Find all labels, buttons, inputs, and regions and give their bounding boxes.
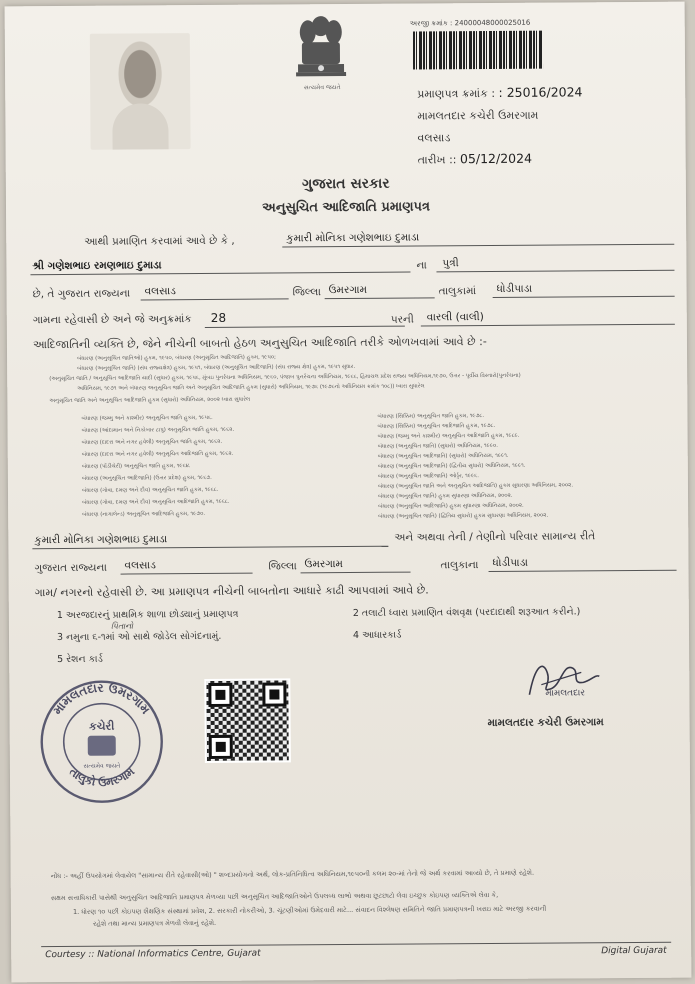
taluka-name: ઉમરગામ [328, 283, 368, 297]
order-line: અનુસૂચિત જાતિ અને અનુસૂચિત આદિજાતિ હુકમ (સુધારો) અધિનિયમ, ૨૦૦૨ ધ્વારા સુધારેલ [49, 396, 251, 405]
cert-intro: આથી પ્રમાણિત કરવામાં આવે છે કે , [84, 234, 235, 248]
certificate-number: પ્રમાણપત્ર ક્રમાંક : : 25016/2024 [417, 84, 583, 101]
order-left: બંધારણ (આંદામાન અને નિકોબાર ટાપુ) અનુસૂચિત જાતિ હુકમ, ૧૯૬૨. [81, 426, 235, 434]
svg-text:મામલતદાર ઉમરગામ [50, 680, 153, 718]
doc-item: 4 આધારકાર્ડ [352, 629, 402, 641]
father-name: શ્રી ગણેશભાઇ રમણભાઇ દુમાડા [32, 259, 162, 273]
taluka-label: તાલુકામાં [438, 285, 477, 298]
note-line: 1. ધોરણ ૧૦ પછી કોઇપણ શૈક્ષણિક સંસ્થામાં પ્રવેશ, 2. સરકારી નોકરીઓ, 3. ચૂંટણીઓમાં ઉમેદવારી માટે... સંવાદન વિશ્લેષણ સમિતિને જાતિ પ્રમાણપત્રની ખરાઇ માટે અરજી કરવાની [72, 904, 547, 916]
order-left: બંધારણ (જમ્મુ અને કાશ્મીર) અનુસૂચિત જાતિ હુકમ, ૧૯૫૬. [81, 414, 213, 422]
note-line: સક્ષમ સત્તાધિકારી પાસેથી અનુસુચિત આદિજાતિ પ્રમાણપત્ર મેળવ્યા પછી અનુસૂચિત આદિજાતિઓને ઉપલબ્ધ લાભો અથવા છૂટછાટો લેવા ઇચ્છુક કોઇપણ વ્યક્તિએ લેવા કે, [50, 890, 499, 903]
order-left: બંધારણ (પોંડીચેરી) અનુસૂચિત જાતિ હુકમ, ૧૯૬૪. [81, 463, 191, 470]
order-line: બંધારણ (અનુસૂચિત જાતિ) (સંઘ રાજ્યક્ષેત્ર) હુકમ, ૧૯૫૧, બંધારણ (અનુસૂચિત આદિજાતિ) (સંઘ રાજ્ય ક્ષેત્ર) હુકમ, ૧૯૫૧ સુધાર. [77, 363, 356, 372]
doc-item: 1 અરજદારનું પ્રાથમિક શાળા છોડ્યાનું પ્રમાણપત્ર [56, 608, 239, 622]
order-left: બંધારણ (દાદરા અને નગર હવેલી) અનુસૂચિત આદિજાતિ હુકમ, ૧૯૬૨. [81, 450, 234, 458]
tribe-intro: આદિજાતિની વ્યક્તિ છે, જેને નીચેની બાબતો હેઠળ અનુસુચિત આદિજાતિ તરીકે ઓળખવામાં આવે છે :- [32, 335, 487, 352]
doc-item: 5 રેશન કાર્ડ [57, 653, 103, 666]
order-right: બંધારણ (અનુસૂચિત આદિજાતિ) (સુધારો) અધિનિયમ, ૧૯૯૧. [377, 452, 509, 460]
issue-date: તારીખ :: 05/12/2024 [417, 150, 533, 167]
certificate-sheet [5, 2, 692, 983]
order-left: બંધારણ (નાગાલેન્ડ) અનુસૂચિત આદિજાતિ હુકમ, ૧૯૭૦. [82, 510, 206, 518]
signatory-designation: મામલતદાર કચેરી ઉમરગામ [487, 716, 604, 730]
order-line: અધિનિયમ, ૧૯૭૧ અને બંધારણ અનુસૂચિત જાતિ અને અનુસૂચિત આદિજાતિ હુકમ (સુધારો) અધિનિયમ, ૧૯૭૬ (૧૯૭૬નો અધિનિયમ ક્રમાંક ૧૦૮)) ધ્વારા સુધારેલ [77, 383, 425, 392]
order-left: બંધારણ (અનુસૂચિત આદિજાતિ) (ઉત્તર પ્રદેશ) હુકમ, ૧૯૬૭. [81, 474, 212, 482]
seal-motto: સત્યમેવ જયતે [83, 762, 121, 770]
order-right: બંધારણ (અનુસૂચિત આદિજાતિ) હુકમ સુધારણા અધિનિયમ, ૨૦૦૨. [378, 502, 524, 510]
family-text: અને અથવા તેની / તેણીનો પરિવાર સામાન્ય રીતે [394, 530, 596, 544]
state2-district: વલસાડ [124, 559, 156, 572]
footer-courtesy: Courtesy :: National Informatics Centre, Gujarat [45, 948, 261, 961]
order-left: બંધારણ (ગોવા, દમણ અને દીવ) અનુસૂચિત આદિજાતિ હુકમ, ૧૯૬૮. [82, 498, 230, 506]
order-right: બંધારણ (સિક્કિમ) અનુસૂચિત જાતિ હુકમ, ૧૯૭૮. [377, 413, 485, 420]
order-right: બંધારણ (અનુસૂચિત જાતિ) હુકમ સુધારણા અધિનિયમ, ૨૦૦૨. [378, 492, 513, 500]
village2: ધોડીપાડા [492, 556, 528, 569]
resident-text: ગામ/ નગરનો રહેવાસી છે. આ પ્રમાણપત્ર નીચેની બાબતોના આધારે કાઢી આપવામાં આવે છે. [34, 583, 429, 600]
state-district: વલસાડ [144, 285, 176, 298]
seal-bottom-text: તાલુકો ઉમરગામ [66, 764, 138, 790]
seal-center-text: કચેરી [88, 719, 115, 733]
doc-item: 3 નમુના ૬-૧માં ઓ સાથે જોડેલ સોગંદનામું. [56, 630, 222, 644]
government-title: ગુજરાત સરકાર [302, 175, 390, 193]
order-right: બંધારણ (જમ્મુ અને કાશ્મીર) અનુસૂચિત આદિજાતિ હુકમ, ૧૯૮૯. [377, 432, 520, 440]
order-right: બંધારણ (અનુસૂચિત જાતિ) (દ્વિતિય સુધારો) હુકમ સુધારણા અધિનિયમ, ૨૦૦૨. [378, 512, 549, 520]
footer-brand: Digital Gujarat [601, 945, 667, 957]
taluka2-name: ઉમરગામ [304, 558, 343, 571]
note-line: નોંધ :- અહીં ઉપયોગમાં લેવાયેલ "સામાન્ય રીતે રહેવાસી(ઓ) " શબ્દપ્રયોગનો અર્થ, લોક-પ્રતિનિધિત્વ અધિનિયમ,૧૯૫૦ની કલમ ૨૦-માં તેનો જે અર્થ કરવામાં આવ્યો છે, તે પ્રમાણે રહેશે. [50, 868, 535, 881]
signature-text: મામલતદાર [545, 688, 586, 699]
order-right: બંધારણ (અનુસૂચિત આદિજાતિ) ઓર્ડ્ડર, ૧૯૯૬. [377, 473, 479, 480]
order-line: બંધારણ (અનુસૂચિત જાતિઓ) હુકમ, ૧૯૫૦, બંધારણ (અનુસૂચિત આદિજાતિ) હુકમ, ૧૯૫૦; [77, 354, 276, 362]
relation-prefix: ના [416, 259, 427, 272]
after-serial: પરની [390, 313, 414, 326]
relation: પુત્રી [442, 257, 459, 270]
national-emblem-icon [290, 12, 353, 86]
order-right: બંધારણ (અનુસૂચિત જાતિ) (સુધારો) અધિનિયમ, ૧૯૯૦. [377, 442, 499, 450]
issuing-office: મામલતદાર કચેરી ઉમરગામ [417, 108, 539, 123]
serial-number: 28 [210, 310, 227, 325]
doc-item: 2 તલાટી ધ્વારા પ્રમાણિત વંશવૃક્ષ (પરદાદાથી શરૂઆત કરીને.) [352, 606, 581, 619]
seal-top-text: મામલતદાર ઉમરગામ [50, 680, 153, 718]
applicant-name: કુમારી મોનિકા ગણેશભાઇ દુમાડા [286, 231, 420, 245]
order-right: બંધારણ (અનુસૂચિત જાતિ અને અનુસૂચિત આદિજાતિ) હુકમ સુધારણા અધિનિયમ, ૨૦૦૨. [377, 482, 574, 490]
taluka2-label: તાલુકાના [440, 559, 479, 572]
order-right: બંધારણ (સિક્કિમ) અનુસૂચિત આદિજાતિ હુકમ, ૧૯૭૮. [377, 422, 496, 430]
serial-label: ગામના રહેવાસી છે અને જે અનુક્રમાંક [32, 313, 192, 327]
application-number: અરજી ક્રમાંક : 24000048000025016 [409, 18, 531, 28]
applicant-name-repeat: કુમારી મોનિકા ગણેશભાઇ દુમાડા [34, 533, 168, 547]
barcode [413, 31, 543, 70]
order-left: બંધારણ (ગોવા, દમણ અને દીવ) અનુસૂચિત જાતિ હુકમ, ૧૯૬૮. [81, 486, 219, 494]
qr-code[interactable] [206, 680, 289, 761]
order-line: (અનુસૂચિત જાતિ / અનુસૂચિત આદિજાતિ યાદી (સુધાર) હુકમ, ૧૯૫૬, મુંબઇ પુનર્રચના અધિનિયમ, ૧૯૬૦, પંજાબ પુનર્રચના અધિનિયમ, ૧૯૬૬, હિમાચલ પ્રદેશ રાજ્ય અધિનિયમ,૧૯૭૦, ઉત્તર - પૂર્વીય વિસ્તારો(પુનર્રચના) [49, 372, 521, 383]
tribe-name: વારલી (વાલી) [426, 311, 484, 324]
order-right: બંધારણ (અનુસૂચિત આદિજાતિ) (દ્વિતીય સુધારો) અધિનિયમ, ૧૯૯૧. [377, 462, 526, 470]
district2-label: જિલ્લા [268, 560, 297, 573]
village: ધોડીપાડા [496, 282, 533, 295]
state2-prefix: ગુજરાત રાજ્યના [34, 561, 107, 575]
office-seal-icon [31, 677, 172, 806]
issuing-district: વલસાડ [417, 131, 451, 145]
applicant-photo [90, 33, 191, 150]
certificate-title: અનુસુચિત આદિજાતિ પ્રમાણપત્ર [262, 199, 431, 216]
state-prefix: છે, તે ગુજરાત રાજ્યના [32, 287, 131, 301]
order-left: બંધારણ (દાદરા અને નગર હવેલી) અનુસૂચિત જાતિ હુકમ, ૧૯૬૨. [81, 438, 223, 446]
emblem-caption: સત્યમેવ જયતે [303, 84, 341, 92]
district-label: જિલ્લા [292, 286, 321, 299]
handwritten-note: પિતાનો [110, 621, 134, 631]
note-line: રહેશે તથા માન્ય પ્રમાણપત્ર મેળવી લેવાનું રહેશે. [92, 918, 217, 928]
